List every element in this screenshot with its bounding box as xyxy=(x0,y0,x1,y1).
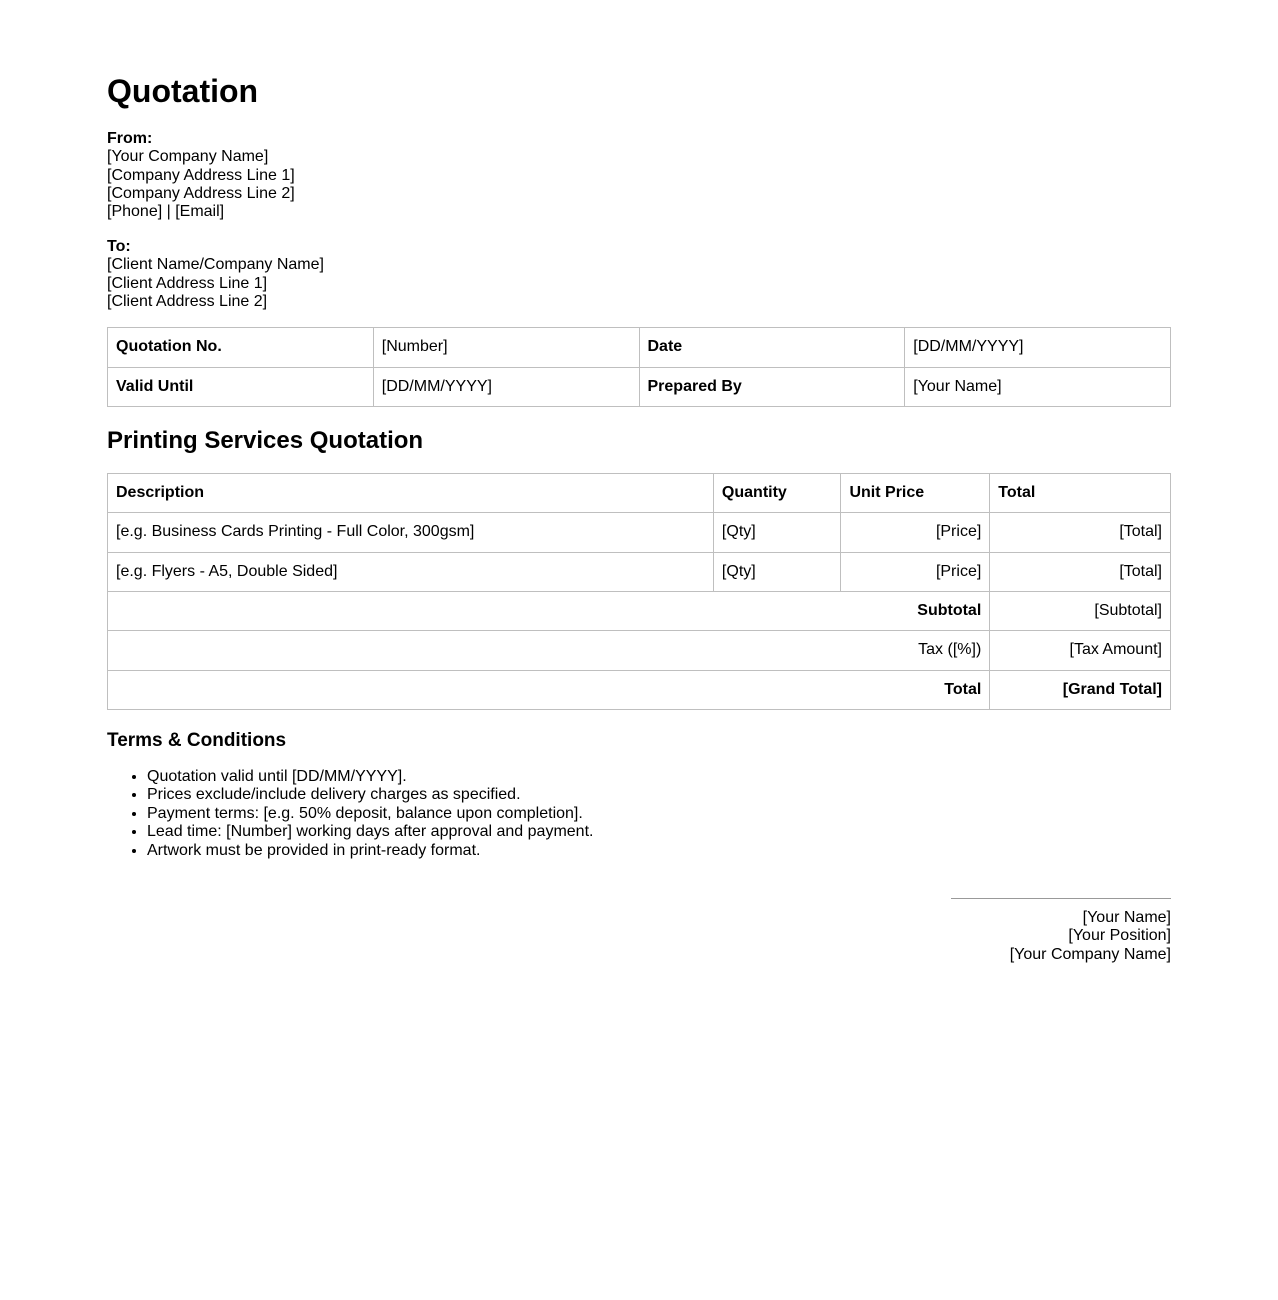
terms-list xyxy=(107,768,1171,860)
from-address-line-1: [Company Address Line 1] xyxy=(107,166,295,184)
item-total-cell: [Total] xyxy=(990,513,1171,552)
item-description-cell: [e.g. Business Cards Printing - Full Color, 300gsm] xyxy=(108,513,714,552)
header-unit-price: Unit Price xyxy=(841,473,990,512)
valid-until-label: Valid Until xyxy=(108,367,374,406)
signature-name: [Your Name] xyxy=(1082,909,1171,927)
terms-item: • Payment terms: [e.g. 50% deposit, balance upon completion]. xyxy=(147,805,1171,823)
to-client-name: [Client Name/Company Name] xyxy=(107,256,324,274)
page-title: Quotation xyxy=(107,73,259,109)
valid-until-value: [DD/MM/YYYY] xyxy=(373,367,639,406)
signature-lines xyxy=(107,899,1171,964)
to-address-line-1: [Client Address Line 1] xyxy=(107,274,268,292)
signature-position: [Your Position] xyxy=(1068,927,1171,945)
from-phone-email: [Phone] | [Email] xyxy=(107,203,225,221)
item-quantity-cell: [Qty] xyxy=(713,552,841,591)
item-row xyxy=(108,552,1171,591)
terms-title: Terms & Conditions xyxy=(107,730,287,752)
tax-value: [Tax Amount] xyxy=(990,631,1171,670)
prepared-by-label: Prepared By xyxy=(639,367,905,406)
info-row-1 xyxy=(108,328,1171,367)
header-description: Description xyxy=(108,473,714,512)
prepared-by-value: [Your Name] xyxy=(905,367,1171,406)
grand-total-value: [Grand Total] xyxy=(990,670,1171,709)
to-block xyxy=(107,238,1171,312)
header-quantity: Quantity xyxy=(713,473,841,512)
summary-row-total xyxy=(108,670,1171,709)
item-row xyxy=(108,513,1171,552)
quotation-no-label: Quotation No. xyxy=(108,328,374,367)
from-label: From: xyxy=(107,129,153,147)
from-block xyxy=(107,130,1171,222)
section-title: Printing Services Quotation xyxy=(107,427,424,455)
subtotal-value: [Subtotal] xyxy=(990,592,1171,631)
signature-block xyxy=(107,898,1171,964)
date-label: Date xyxy=(639,328,905,367)
grand-total-label: Total xyxy=(108,670,990,709)
item-description-cell: [e.g. Flyers - A5, Double Sided] xyxy=(108,552,714,591)
item-quantity-cell: [Qty] xyxy=(713,513,841,552)
terms-item: • Artwork must be provided in print-ready format. xyxy=(147,842,1171,860)
items-table xyxy=(107,473,1171,710)
terms-item: • Lead time: [Number] working days after approval and payment. xyxy=(147,823,1171,841)
to-label: To: xyxy=(107,237,131,255)
to-address-line-2: [Client Address Line 2] xyxy=(107,293,268,311)
items-header-row xyxy=(108,473,1171,512)
summary-row-subtotal xyxy=(108,592,1171,631)
terms-item: • Quotation valid until [DD/MM/YYYY]. xyxy=(147,768,1171,786)
item-total-cell: [Total] xyxy=(990,552,1171,591)
tax-label: Tax ([%]) xyxy=(108,631,990,670)
quotation-no-value: [Number] xyxy=(373,328,639,367)
quotation-info-table xyxy=(107,327,1171,407)
from-company-name: [Your Company Name] xyxy=(107,148,269,166)
date-value: [DD/MM/YYYY] xyxy=(905,328,1171,367)
summary-row-tax xyxy=(108,631,1171,670)
signature-company: [Your Company Name] xyxy=(1009,945,1171,963)
subtotal-label: Subtotal xyxy=(108,592,990,631)
header-total: Total xyxy=(990,473,1171,512)
item-unit-price-cell: [Price] xyxy=(841,513,990,552)
item-unit-price-cell: [Price] xyxy=(841,552,990,591)
info-row-2 xyxy=(108,367,1171,406)
from-address-line-2: [Company Address Line 2] xyxy=(107,185,295,203)
terms-item: • Prices exclude/include delivery charges as specified. xyxy=(147,786,1171,804)
